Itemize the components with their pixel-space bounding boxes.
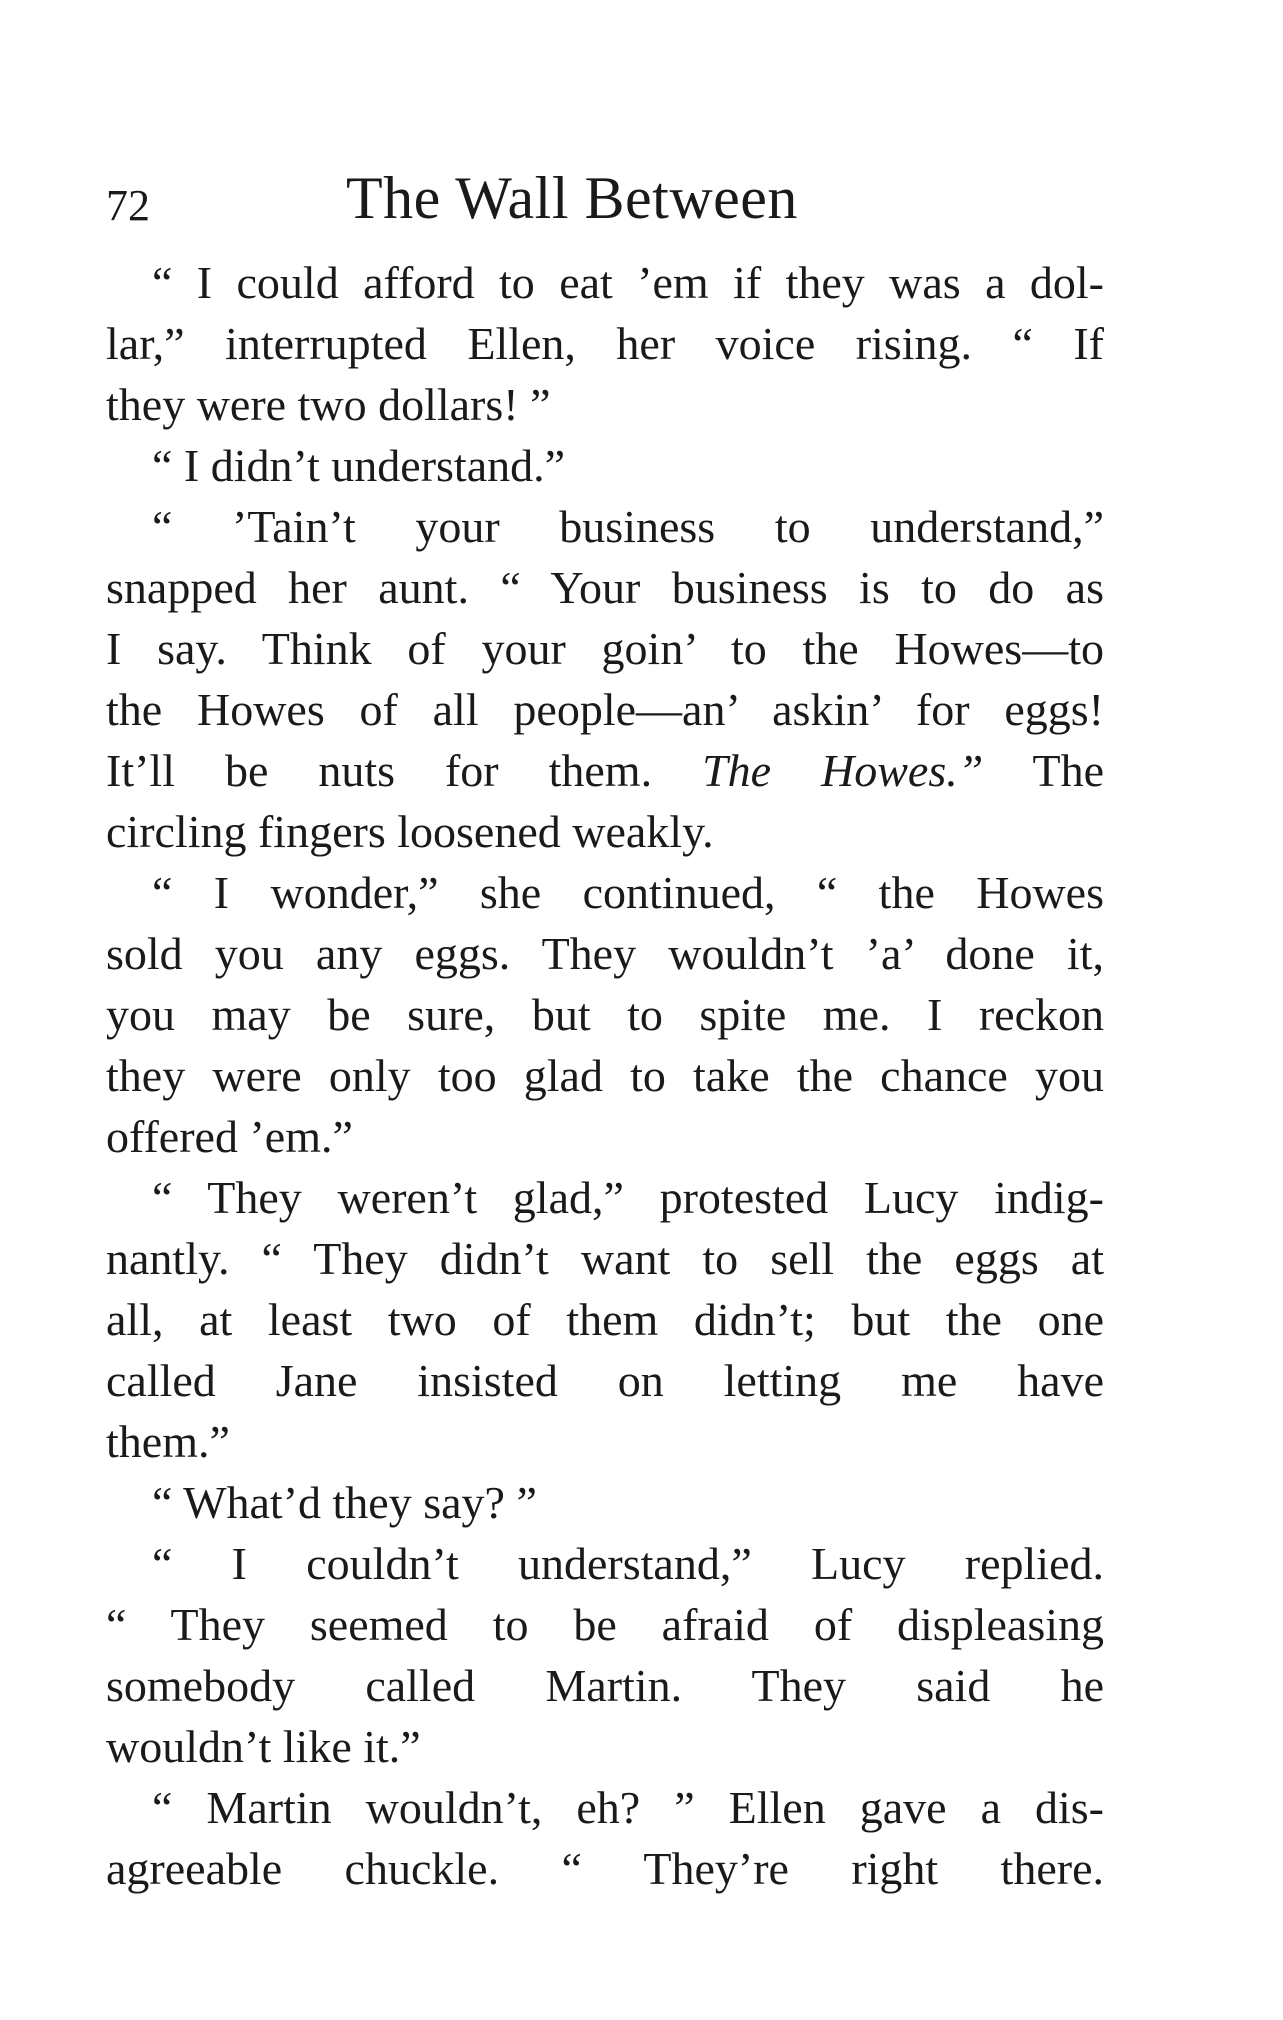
text-line: snapped her aunt. “ Your business is to do as [106,562,1104,613]
text-line: lar,” interrupted Ellen, her voice rising. “ If [106,318,1104,369]
text-line: “ I wonder,” she continued, “ the Howes [152,867,1104,918]
body-text [106,252,1104,1899]
text-line: they were only too glad to take the chance you [106,1050,1104,1101]
text-line: “ They weren’t glad,” protested Lucy indig- [152,1172,1104,1223]
text-line: I say. Think of your goin’ to the Howes—to [106,623,1104,674]
text-line [106,740,1104,801]
text-line: “ What’d they say? ” [152,1477,537,1528]
text-line: “ I didn’t understand.” [152,440,566,491]
text-line: agreeable chuckle. “ They’re right there. [106,1843,1104,1894]
text-line: “ I couldn’t understand,” Lucy replied. [152,1538,1104,1589]
text-line: somebody called Martin. They said he [106,1660,1104,1711]
text-line: all, at least two of them didn’t; but the one [106,1294,1104,1345]
running-title: The Wall Between [346,165,798,231]
page-number: 72 [106,181,150,230]
italic-text: The Howes.” [702,745,984,796]
text-line: they were two dollars! ” [106,379,551,430]
text-line: called Jane insisted on letting me have [106,1355,1104,1406]
text-line: nantly. “ They didn’t want to sell the eggs at [106,1233,1104,1284]
text-line: offered ’em.” [106,1111,353,1162]
text-line: wouldn’t like it.” [106,1721,421,1772]
text-line: sold you any eggs. They wouldn’t ’a’ done it, [106,928,1104,979]
text-line: “ ’Tain’t your business to understand,” [152,501,1104,552]
text-line: you may be sure, but to spite me. I reckon [106,989,1104,1040]
text-line: circling fingers loosened weakly. [106,806,714,857]
text-line: them.” [106,1416,230,1467]
text-line: “ I could afford to eat ’em if they was a dol- [152,257,1104,308]
text-line: the Howes of all people—an’ askin’ for eggs! [106,684,1104,735]
text-run: It’ll be nuts for them. [106,745,653,796]
text-line: “ Martin wouldn’t, eh? ” Ellen gave a dis- [152,1782,1104,1833]
page-header [106,158,1106,238]
text-run: The [1032,745,1104,796]
text-line: “ They seemed to be afraid of displeasing [106,1599,1104,1650]
